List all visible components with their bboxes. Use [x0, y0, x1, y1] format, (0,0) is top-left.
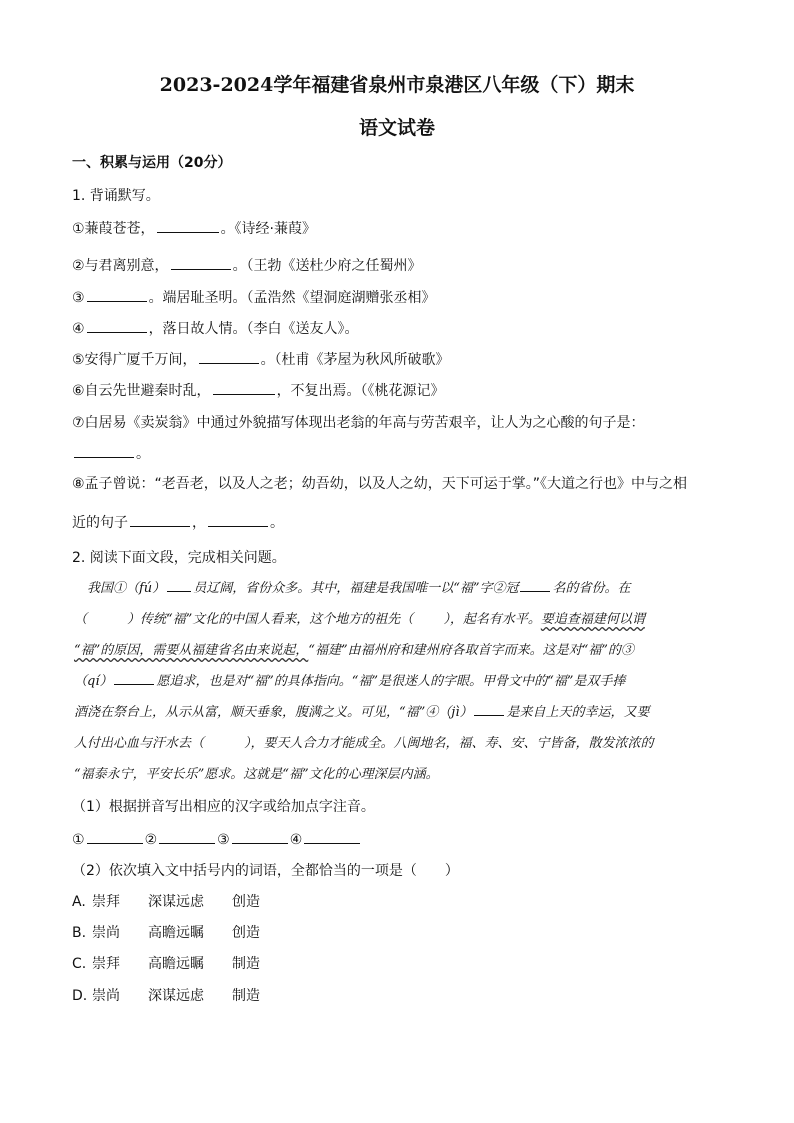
answer-blank[interactable]	[199, 349, 259, 364]
passage-line: “福”的原因，需要从福建省名由来说起，“福建”由福州府和建州府各取首字而来。这是对“福”的③	[74, 643, 634, 658]
option-c[interactable]: C. 崇拜 高瞻远瞩 制造	[72, 956, 260, 972]
question-1-stem: 1. 背诵默写。	[72, 188, 160, 204]
recite-line-1: ①蒹葭苍苍， 。《诗经·蒹葭》	[72, 218, 316, 238]
answer-blank[interactable]	[130, 512, 190, 527]
reading-passage	[74, 573, 720, 790]
answer-blank[interactable]	[474, 701, 504, 716]
passage-line: （ ）传统“福”文化的中国人看来，这个地方的祖先（ ），起名有水平。要追查福建何以谓	[74, 612, 645, 627]
answer-blank[interactable]	[159, 829, 215, 844]
recite-line-4: ④ ，落日故人情。（李白《送友人》。	[72, 318, 359, 338]
recite-line-2: ②与君离别意， 。（王勃《送杜少府之任蜀州》	[72, 255, 422, 275]
answer-blank[interactable]	[157, 218, 219, 233]
recite-line-6: ⑥自云先世避秦时乱， ，不复出焉。（《桃花源记》	[72, 380, 445, 400]
option-b[interactable]: B. 崇尚 高瞻远瞩 创造	[72, 925, 260, 941]
answer-blank[interactable]	[171, 255, 231, 270]
answer-blank[interactable]	[304, 829, 360, 844]
question-2-stem: 2. 阅读下面文段，完成相关问题。	[72, 550, 286, 566]
answer-blank[interactable]	[87, 287, 147, 302]
recite-line-8: ⑧孟子曾说：“老吾老，以及人之老；幼吾幼，以及人之幼，天下可运于掌。”《大道之行也》中与之相	[72, 476, 688, 492]
passage-line: （qí） 愿追求，也是对“福”的具体指向。“福”是很迷人的字眼。甲骨文中的“福”是双手捧	[74, 666, 720, 697]
passage-line: 人付出心血与汗水去（ ），要天人合力才能成全。八闽地名，福、寿、安、宁皆备，散发浓浓的	[74, 736, 654, 751]
sub-question-2: （2）依次填入文中括号内的词语，全都恰当的一项是（ ）	[72, 863, 459, 879]
answer-blank[interactable]	[87, 318, 147, 333]
passage-line: “福泰永宁，平安长乐”愿求。这就是“福”文化的心理深层内涵。	[74, 767, 439, 782]
answer-blank[interactable]	[232, 829, 288, 844]
answer-blank[interactable]	[520, 577, 550, 592]
dotted-phrase: “福”的原因，需要从福建省名由来说起，	[74, 643, 309, 658]
answer-blank[interactable]	[74, 443, 134, 458]
option-a[interactable]: A. 崇拜 深谋远虑 创造	[72, 894, 260, 910]
recite-line-3: ③ 。端居耻圣明。（孟浩然《望洞庭湖赠张丞相》	[72, 287, 436, 307]
exam-subtitle: 语文试卷	[358, 117, 435, 139]
recite-line-8-answer: 近的句子 ， 。	[72, 512, 284, 532]
answer-blank[interactable]	[208, 512, 268, 527]
passage-line: 酒浇在祭台上，从示从富，顺天垂象，腹满之义。可见，“福”④（jì） 是来自上天的幸运，又要	[74, 697, 720, 728]
answer-blank[interactable]	[213, 380, 275, 395]
recite-line-7: ⑦白居易《卖炭翁》中通过外貌描写体现出老翁的年高与劳苦艰辛，让人为之心酸的句子是：	[72, 415, 645, 431]
recite-line-7-answer: 。	[72, 443, 150, 463]
answer-blank[interactable]	[167, 577, 191, 592]
dotted-phrase: 要追查福建何以谓	[540, 612, 645, 627]
recite-line-5: ⑤安得广厦千万间， 。（杜甫《茅屋为秋风所破歌》	[72, 349, 450, 369]
passage-line: 我国①（fú） 员辽阔，省份众多。其中，福建是我国唯一以“福”字②冠 名的省份。在	[74, 573, 720, 604]
sub-question-1: （1）根据拼音写出相应的汉字或给加点字注音。	[72, 799, 375, 815]
answer-blank[interactable]	[87, 829, 143, 844]
option-d[interactable]: D. 崇尚 深谋远虑 制造	[72, 988, 260, 1004]
section-heading: 一、积累与运用（20分）	[72, 155, 232, 171]
sub-question-1-answers: ① ② ③ ④	[72, 829, 362, 848]
answer-blank[interactable]	[114, 670, 154, 685]
exam-title: 2023-2024学年福建省泉州市泉港区八年级（下）期末	[159, 74, 635, 96]
